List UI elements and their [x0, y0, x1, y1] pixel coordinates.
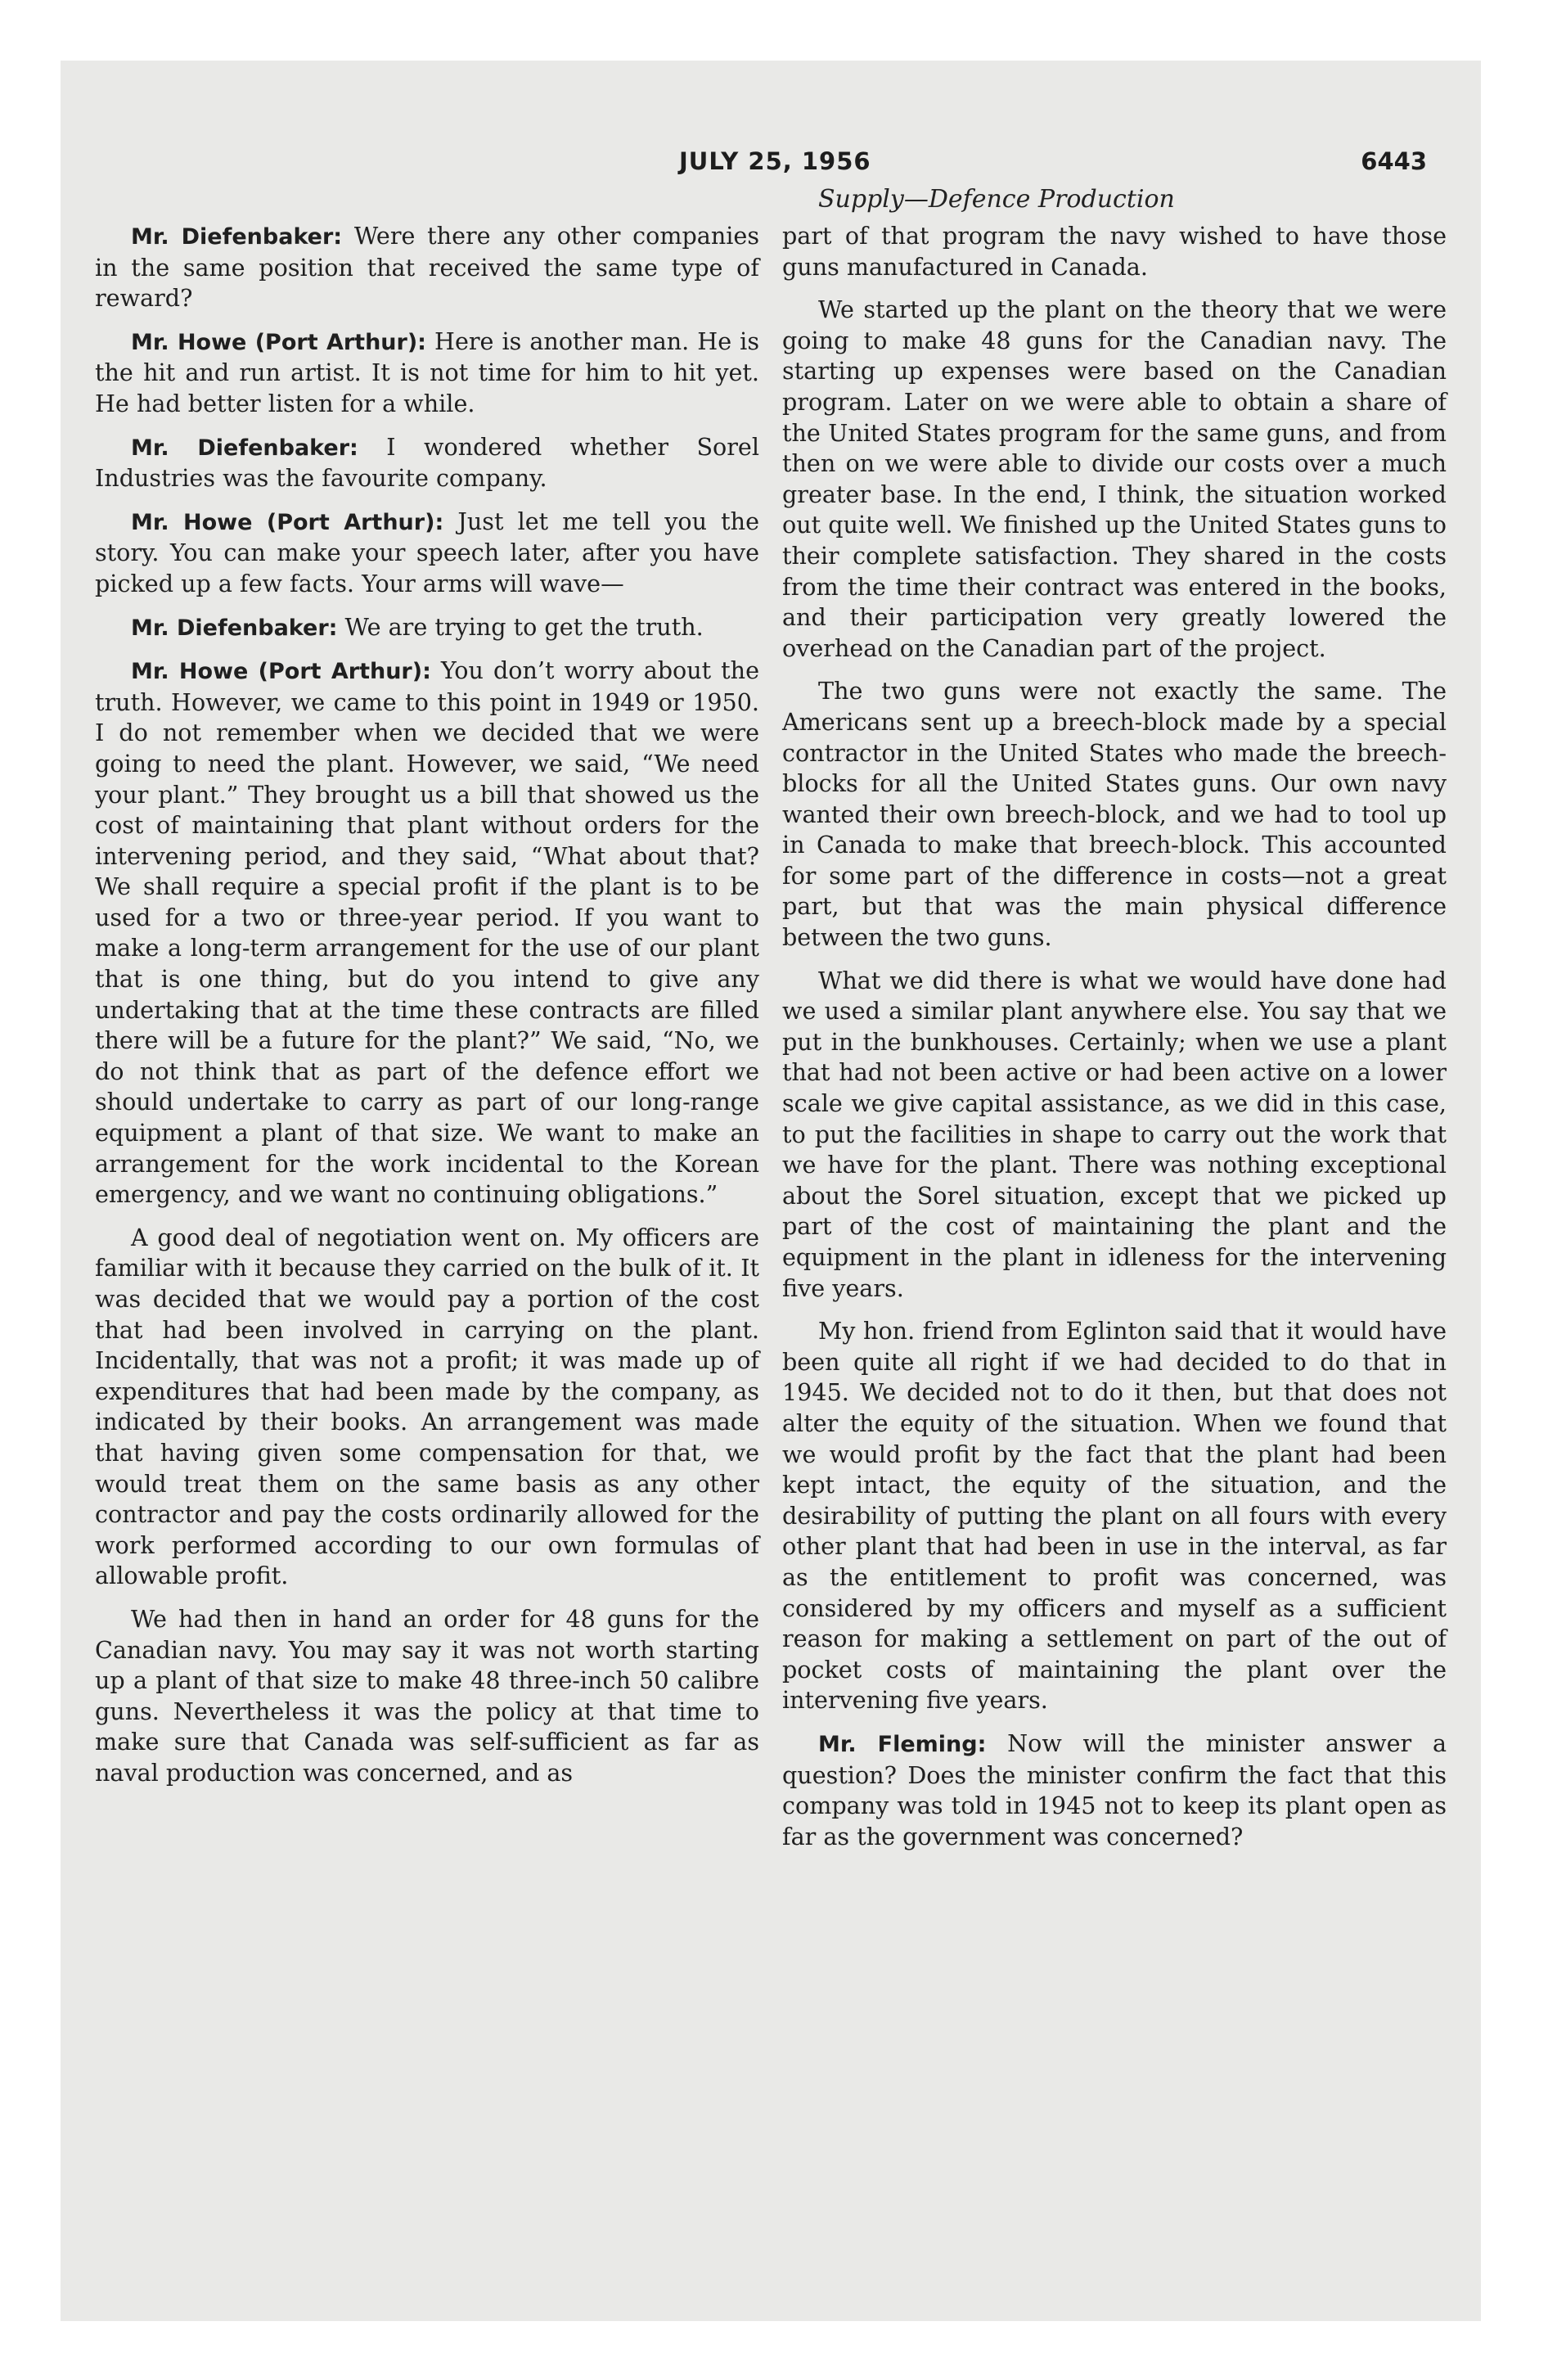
paragraph	[782, 1316, 1447, 1716]
paragraph	[95, 656, 759, 1210]
paragraph	[95, 1604, 759, 1789]
paragraph-text: Just let me tell you the story. You can make your speech later, after you have picked up a few facts. Your arms will wave—	[95, 507, 760, 597]
paragraph	[95, 432, 759, 494]
paragraph	[95, 507, 759, 600]
right-column	[782, 221, 1447, 1864]
paragraph-text: The two guns were not exactly the same. The Americans sent up a breech-block made by a special contractor in the United States who made the breech-blocks for all the United States guns. Our own navy wanted their own breech-block, and we had to tool up in Canada to make that breech-block. This accounted for some part of the difference in costs—not a great part, but that was the main physical difference between the two guns.	[782, 677, 1447, 952]
paragraph	[95, 612, 759, 644]
speaker-name: Mr. Diefenbaker:	[131, 435, 358, 461]
paragraph-text: What we did there is what we would have done had we used a similar plant anywhere else. You say that we put in the bunkhouses. Certainly; when we use a plant that had not been active or had been active on a lower scale we give capital assistance, as we did in this case, to put the facilities in shape to carry out the work that we have for the plant. There was nothing exceptional about the Sorel situation, except that we picked up part of the cost of maintaining the plant and the equipment in the plant in idleness for the intervening five years.	[782, 966, 1447, 1302]
paragraph-text: Now will the minister answer a question? Does the minister confirm the fact that this company was told in 1945 not to keep its plant open as far as the government was concerned?	[782, 1729, 1447, 1850]
page-number: 6443	[1361, 147, 1427, 175]
speaker-name: Mr. Howe (Port Arthur):	[131, 659, 431, 685]
paragraph-text: You don’t worry about the truth. However, we came to this point in 1949 or 1950. I do not remember when we decided that we were going to need the plant. However, we said, “We need your plant.” They brought us a bill that showed us the cost of maintaining that plant without orders for the intervening period, and they said, “What about that? We shall require a special profit if the plant is to be used for a two or three-year period. If you want to make a long-term arrangement for the use of our plant that is one thing, but do you intend to give any undertaking that at the time these contracts are filled there will be a future for the plant?” We said, “No, we do not think that as part of the defence effort we should undertake to carry as part of our long-range equipment a plant of that size. We want to make an arrangement for the work incidental to the Korean emergency, and we want no continuing obligations.”	[95, 656, 760, 1209]
paragraph-text: A good deal of negotiation went on. My officers are familiar with it because they carried on the bulk of it. It was decided that we would pay a portion of the cost that had been involved in carrying on the plant. Incidentally, that was not a profit; it was made up of expenditures that had been made by the company, as indicated by their books. An arrangement was made that having given some compensation for that, we would treat them on the same basis as any other contractor and pay the costs ordinarily allowed for the work performed according to our own formulas of allowable profit.	[95, 1223, 759, 1590]
paragraph-text: We are trying to get the truth.	[344, 612, 704, 641]
paragraph	[782, 676, 1447, 953]
speaker-name: Mr. Howe (Port Arthur):	[131, 509, 444, 535]
paragraph-text: Here is another man. He is the hit and run artist. It is not time for him to hit yet. He had better listen for a while.	[95, 327, 760, 417]
paragraph	[95, 327, 759, 420]
speaker-name: Mr. Diefenbaker:	[131, 224, 343, 250]
paragraph	[95, 1223, 759, 1592]
paragraph-text: Were there any other companies in the same position that received the same type of reward?	[95, 222, 759, 313]
left-column	[95, 221, 759, 1801]
paragraph-text: I wondered whether Sorel Industries was the favourite company.	[95, 432, 760, 493]
paragraph	[782, 1729, 1447, 1852]
paragraph-text: part of that program the navy wished to have those guns manufactured in Canada.	[782, 222, 1447, 281]
section-title: Supply—Defence Production	[818, 185, 1175, 214]
header-date: JULY 25, 1956	[679, 147, 871, 175]
paragraph-text: We had then in hand an order for 48 guns for the Canadian navy. You may say it was not worth starting up a plant of that size to make 48 three-inch 50 calibre guns. Nevertheless it was the policy at that time to make sure that Canada was self-sufficient as far as naval production was concerned, and as	[95, 1604, 759, 1787]
speaker-name: Mr. Diefenbaker:	[131, 615, 338, 641]
paragraph	[782, 221, 1447, 282]
paragraph	[782, 295, 1447, 664]
speaker-name: Mr. Howe (Port Arthur):	[131, 329, 426, 355]
paragraph-text: We started up the plant on the theory that we were going to make 48 guns for the Canadian navy. The starting up expenses were based on the Canadian program. Later on we were able to obtain a share of the United States program for the same guns, and from then on we were able to divide our costs over a much greater base. In the end, I think, the situation worked out quite well. We finished up the United States guns to their complete satisfaction. They shared in the costs from the time their contract was entered in the books, and their participation very greatly lowered the overhead on the Canadian part of the project.	[782, 295, 1447, 662]
paragraph	[782, 966, 1447, 1305]
paragraph-text: My hon. friend from Eglinton said that it would have been quite all right if we had decided to do that in 1945. We decided not to do it then, but that does not alter the equity of the situation. When we found that we would profit by the fact that the plant had been kept intact, the equity of the situation, and the desirability of putting the plant on all fours with every other plant that had been in use in the interval, as far as the entitlement to profit was concerned, was considered by my officers and myself as a sufficient reason for making a settlement on part of the out of pocket costs of maintaining the plant over the intervening five years.	[782, 1317, 1447, 1715]
paragraph	[95, 221, 759, 314]
speaker-name: Mr. Fleming:	[818, 1731, 987, 1757]
